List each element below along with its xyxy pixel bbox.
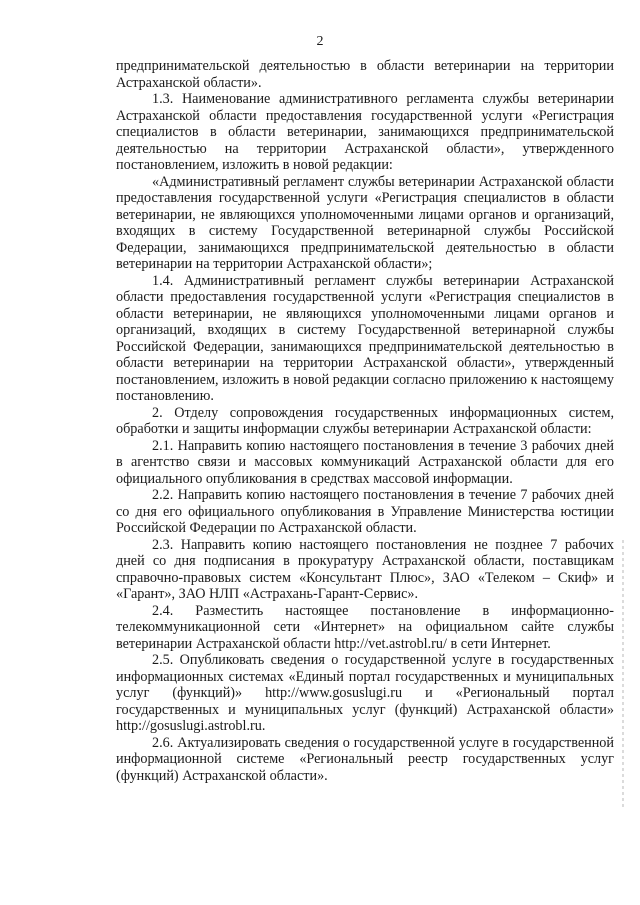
- paragraph-2-5: 2.5. Опубликовать сведения о государственной услуге в государственных информационных системах «Единый портал государственных и муниципальных услуг (функций)» http://www.gosuslugi.ru и «Региональный портал государственных и муниципальных услуг (функций) Астраханской области» http://gosuslugi.astrobl.ru.: [116, 652, 614, 734]
- margin-scan-line: [622, 540, 624, 810]
- paragraph-quoted-title: «Административный регламент службы ветеринарии Астраханской области предоставления государственной услуги «Регистрация специалистов в области ветеринарии, не являющихся уполномоченными лицами органов и организаций, входящих в систему Государственной ветеринарной службы Российской Федерации, занимающихся предпринимательской деятельностью в области ветеринарии на территории Астраханской области»;: [116, 173, 614, 272]
- paragraph-2-3: 2.3. Направить копию настоящего постановления не позднее 7 рабочих дней со дня подписания в прокуратуру Астраханской области, поставщикам справочно-правовых систем «Консультант Плюс», ЗАО «Телеком – Скиф» и «Гарант», ЗАО НЛП «Астрахань-Гарант-Сервис».: [116, 536, 614, 602]
- paragraph-2-4: 2.4. Разместить настоящее постановление в информационно-телекоммуникационной сети «Интернет» на официальном сайте службы ветеринарии Астраханской области http://vet.astrobl.ru/ в сети Интернет.: [116, 602, 614, 652]
- document-body: [116, 58, 614, 784]
- paragraph-2-1: 2.1. Направить копию настоящего постановления в течение 3 рабочих дней в агентство связи и массовых коммуникаций Астраханской области для его официального опубликования в средствах массовой информации.: [116, 437, 614, 487]
- paragraph-continuation: предпринимательской деятельностью в области ветеринарии на территории Астраханской области».: [116, 58, 614, 91]
- paragraph-2: 2. Отделу сопровождения государственных информационных систем, обработки и защиты информации службы ветеринарии Астраханской области:: [116, 404, 614, 437]
- page-number: 2: [316, 34, 324, 49]
- paragraph-2-6: 2.6. Актуализировать сведения о государственной услуге в государственной информационной системе «Региональный реестр государственных услуг (функций) Астраханской области».: [116, 734, 614, 784]
- paragraph-1-3: 1.3. Наименование административного регламента службы ветеринарии Астраханской области предоставления государственной услуги «Регистрация специалистов в области ветеринарии, занимающихся предпринимательской деятельностью на территории Астраханской области», утвержденного постановлением, изложить в новой редакции:: [116, 91, 614, 173]
- paragraph-1-4: 1.4. Административный регламент службы ветеринарии Астраханской области предоставления государственной услуги «Регистрация специалистов в области ветеринарии, не являющихся уполномоченными лицами органов и организаций, входящих в систему Государственной ветеринарной службы Российской Федерации, занимающихся предпринимательской деятельностью в области ветеринарии на территории Астраханской области», утвержденный постановлением, изложить в новой редакции согласно приложению к настоящему постановлению.: [116, 272, 614, 404]
- margin-scan-mark: [618, 540, 628, 810]
- paragraph-2-2: 2.2. Направить копию настоящего постановления в течение 7 рабочих дней со дня его официального опубликования в Управление Министерства юстиции Российской Федерации по Астраханской области.: [116, 487, 614, 536]
